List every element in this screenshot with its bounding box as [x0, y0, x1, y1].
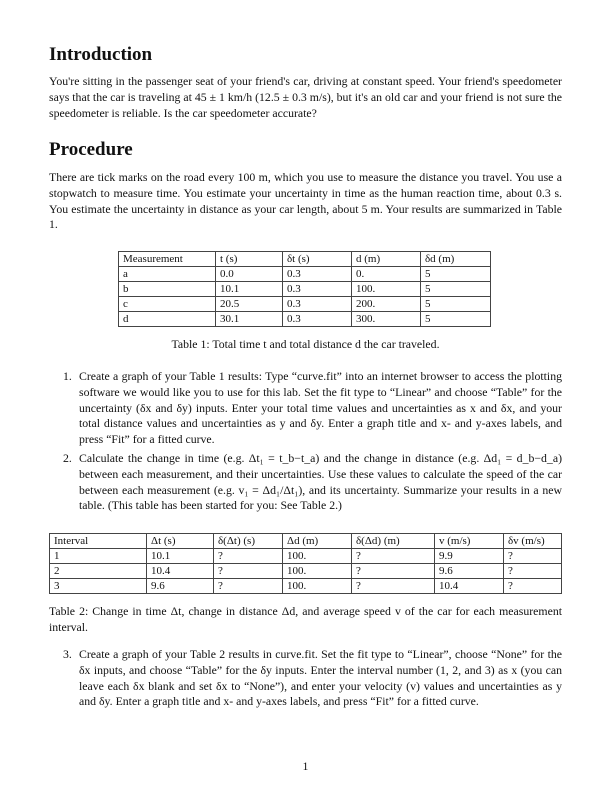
table-cell: 30.1: [216, 312, 283, 327]
table-2-header-cell: δ(Δd) (m): [352, 534, 435, 549]
table-cell: 10.1: [216, 282, 283, 297]
table-cell: 2: [50, 564, 147, 579]
table-1: [118, 251, 491, 327]
table-cell: ?: [214, 549, 283, 564]
table-cell: 5: [421, 297, 491, 312]
table-1-caption: Table 1: Total time t and total distance d the car traveled.: [171, 337, 440, 351]
step-text: Create a graph of your Table 2 results in curve.fit. Set the fit type to “Linear”, choose “None” for the δx inputs, and choose “Table” for the δy inputs. Enter the interval number (1, 2, and 3) as x (you can leave each δx blank and set δx to “None”), and enter your velocity (v) values and uncertainties as y and δy. Enter a graph title and x- and y-axes labels, and press “Fit” for a fitted curve.: [79, 647, 562, 709]
table-cell: 0.: [352, 267, 421, 282]
table-cell: 5: [421, 312, 491, 327]
table-cell: ?: [352, 549, 435, 564]
table-cell: 0.3: [283, 312, 352, 327]
table-cell: ?: [352, 579, 435, 594]
table-row: [50, 549, 562, 564]
table-cell: ?: [504, 579, 562, 594]
table-2-header-cell: v (m/s): [435, 534, 504, 549]
table-cell: 0.3: [283, 282, 352, 297]
table-2-header-cell: Δd (m): [283, 534, 352, 549]
table-1-header-row: [119, 252, 491, 267]
table-cell: ?: [352, 564, 435, 579]
table-2-header-cell: Interval: [50, 534, 147, 549]
procedure-heading: Procedure: [49, 139, 133, 160]
table-row: [119, 312, 491, 327]
table-cell: 10.4: [435, 579, 504, 594]
table-cell: 100.: [283, 579, 352, 594]
table-cell: ?: [214, 564, 283, 579]
step-text: Calculate the change in time (e.g. Δt₁ = t_b−t_a) and the change in distance (e.g. Δd₁ = d_b−d_a) between each measurement, and their uncertainties. Use these values to calculate the speed of the car between each measurement (e.g. v₁ = Δd₁/Δt₁), and its uncertainty. Summarize your results in a new table. (This table has been started for you: See Table 2.): [79, 451, 562, 513]
table-cell: 0.3: [283, 267, 352, 282]
table-cell: 9.9: [435, 549, 504, 564]
table-2-header-row: [50, 534, 562, 549]
step-number: 2.: [63, 451, 72, 465]
table-row: [119, 267, 491, 282]
table-cell: 9.6: [435, 564, 504, 579]
table-2-header-cell: δv (m/s): [504, 534, 562, 549]
table-cell: ?: [504, 549, 562, 564]
procedure-paragraph: There are tick marks on the road every 100 m, which you use to measure the distance you travel. You use a stopwatch to measure time. You estimate your uncertainty in time as the human reaction time, about 0.3 s. You estimate the uncertainty in distance as your car length, about 5 m. Your results are summarized in Table 1.: [49, 170, 562, 232]
step-number: 1.: [63, 369, 72, 383]
table-cell: 5: [421, 267, 491, 282]
table-2-header-cell: Δt (s): [147, 534, 214, 549]
table-cell: c: [119, 297, 216, 312]
table-row: [50, 579, 562, 594]
table-1-header-cell: Measurement: [119, 252, 216, 267]
table-cell: b: [119, 282, 216, 297]
table-cell: 3: [50, 579, 147, 594]
table-cell: 300.: [352, 312, 421, 327]
table-1-header-cell: d (m): [352, 252, 421, 267]
table-cell: 0.3: [283, 297, 352, 312]
table-cell: ?: [214, 579, 283, 594]
table-1-header-cell: δd (m): [421, 252, 491, 267]
step-number: 3.: [63, 647, 72, 661]
table-1-header-cell: δt (s): [283, 252, 352, 267]
table-cell: 10.4: [147, 564, 214, 579]
table-cell: 200.: [352, 297, 421, 312]
table-1-header-cell: t (s): [216, 252, 283, 267]
table-cell: 20.5: [216, 297, 283, 312]
table-row: [119, 282, 491, 297]
step-text: Create a graph of your Table 1 results: Type “curve.fit” into an internet browser to access the plotting software we would like you to use for this lab. Set the fit type to “Linear” and choose “Table” for the uncertainty (δx and δy) inputs. Enter your total time values and uncertainties as x and δx, and your total distance values and uncertainties as y and δy. Enter a graph title and x- and y-axes labels, and press “Fit” for a fitted curve.: [79, 369, 562, 447]
table-cell: 0.0: [216, 267, 283, 282]
table-cell: 100.: [352, 282, 421, 297]
page-number: 1: [302, 759, 309, 773]
table-cell: 10.1: [147, 549, 214, 564]
table-cell: 100.: [283, 549, 352, 564]
table-cell: 100.: [283, 564, 352, 579]
introduction-heading: Introduction: [49, 44, 153, 65]
table-cell: 5: [421, 282, 491, 297]
table-cell: a: [119, 267, 216, 282]
table-row: [50, 564, 562, 579]
table-cell: d: [119, 312, 216, 327]
table-cell: ?: [504, 564, 562, 579]
table-cell: 9.6: [147, 579, 214, 594]
table-2-caption: Table 2: Change in time Δt, change in distance Δd, and average speed v of the car for each measurement interval.: [49, 604, 562, 634]
table-2-header-cell: δ(Δt) (s): [214, 534, 283, 549]
table-2: [49, 533, 562, 594]
table-row: [119, 297, 491, 312]
table-cell: 1: [50, 549, 147, 564]
introduction-paragraph: You're sitting in the passenger seat of your friend's car, driving at constant speed. Your friend's speedometer says that the car is traveling at 45 ± 1 km/h (12.5 ± 0.3 m/s), but it's an old car and your friend is not sure the speedometer is reliable. Is the car speedometer accurate?: [49, 74, 562, 120]
